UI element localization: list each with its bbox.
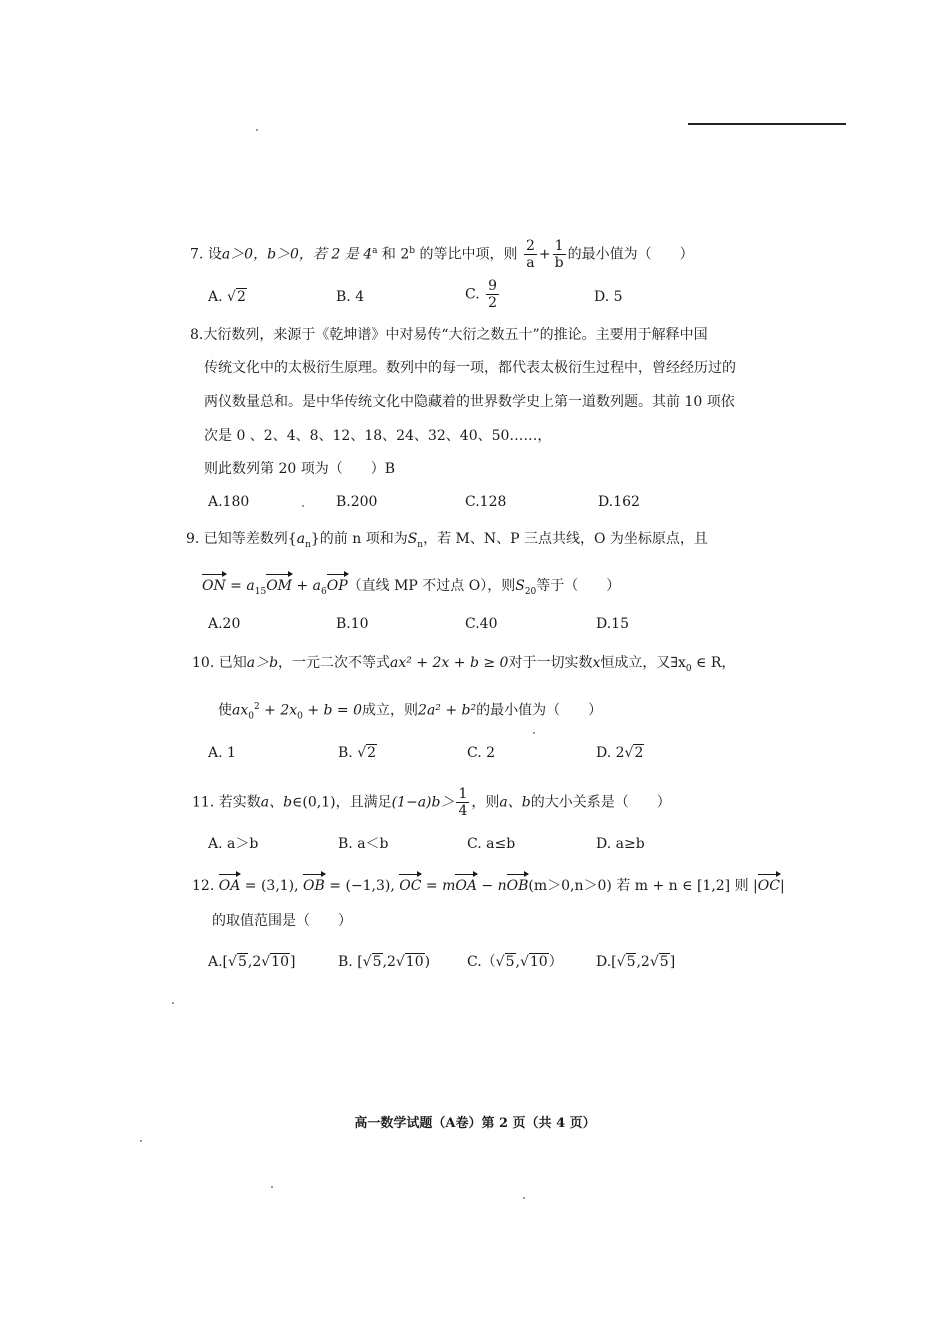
q10-line-1 (192, 653, 735, 679)
q10-opt-d-radicand: 2 (634, 745, 644, 761)
q7-fraction-2 (553, 238, 566, 271)
q12-opt-a-post: ] (289, 954, 296, 970)
q8-line-5: 则此数列第 20 项为（ ）B (204, 461, 396, 477)
q10-cond: a＞b (246, 655, 279, 671)
q8-option-c: C.128 (465, 494, 507, 510)
q10-line-2 (218, 697, 602, 726)
q12-p5: (m＞0,n＞0) 若 m + n ∈ [1,2] 则 | (528, 878, 758, 894)
q10-option-d (596, 743, 644, 763)
scan-speck (523, 1197, 525, 1199)
q8-option-b: B.200 (336, 494, 378, 510)
q9-line-2 (202, 573, 620, 602)
q7-number: 7. (190, 246, 204, 263)
sqrt-icon: √2 (227, 289, 246, 305)
sqrt-icon: √5 (495, 954, 515, 970)
q12-opt-b-mid: ,2 (382, 954, 396, 970)
q12-opt-a-mid: ,2 (247, 954, 262, 970)
q11-ab2: a、b (499, 794, 531, 811)
scan-speck (256, 129, 258, 131)
q12-p2: = (−1,3), (324, 878, 400, 894)
q10-opt-b-label: B. (338, 745, 353, 761)
q8-line-4: 次是 0 、2、4、8、12、18、24、32、40、50……， (204, 428, 552, 444)
q10-l1c: 对于一切实数 (508, 655, 593, 671)
scan-speck (533, 732, 535, 734)
q10-option-b (338, 743, 377, 763)
q8-option-d: D.162 (598, 494, 640, 510)
q9-s: S (407, 531, 418, 547)
scan-speck (172, 1002, 174, 1004)
q7-sup-b: b (409, 245, 416, 256)
q9-seq-sub: n (305, 539, 311, 550)
q12-p3: = m (421, 878, 456, 894)
q12-opt-d-r1: 5 (626, 954, 636, 970)
vector-oa: OA (455, 873, 477, 896)
q12-num: 12. (192, 878, 215, 894)
q10-x0-sub: 0 (685, 663, 692, 674)
q7-frac1-den: a (526, 255, 535, 271)
scan-speck (140, 1140, 142, 1142)
scan-speck (271, 1186, 273, 1188)
q11-ab: a、b (260, 794, 293, 811)
q7-stem: 设 (207, 246, 222, 263)
q9-s20-sub: 20 (524, 586, 537, 597)
sqrt-icon: √5 (616, 954, 636, 970)
q12-p1: = (3,1), (240, 878, 304, 894)
q10-l2a: 使 (218, 702, 232, 719)
q7-opt-c-num: 9 (488, 278, 498, 294)
q12-opt-b-pre: B. [ (338, 954, 363, 970)
q9-s-sub: n (417, 539, 424, 550)
q9-l1b: }的前 n 项和为 (310, 531, 408, 547)
q8-line-2: 传统文化中的太极衍生原理。数列中的每一项，都代表太极衍生过程中，曾经经历过的 (204, 360, 736, 376)
q7-plus: + (538, 246, 551, 263)
sqrt-icon: √5 (649, 954, 669, 970)
q12-opt-d-pre: D.[ (596, 954, 617, 970)
vector-oc: OC (758, 873, 780, 896)
q10-opt-b-radicand: 2 (367, 745, 377, 761)
q10-x: x (592, 655, 601, 671)
q11-line-1 (192, 786, 671, 819)
q12-p6: | (779, 878, 785, 894)
q9-option-b: B.10 (336, 616, 369, 632)
q10-eq2c-sub: 0 (297, 711, 303, 722)
q12-opt-d-r2: 5 (659, 954, 669, 970)
scan-speck (302, 505, 304, 507)
question-7 (190, 238, 694, 271)
sqrt-icon: √2 (624, 745, 644, 761)
q12-opt-d-mid: ,2 (636, 954, 650, 970)
q10-ineq: ax² + 2x + b ≥ 0 (390, 655, 509, 671)
q12-opt-c-pre: C.（ (467, 954, 496, 970)
sqrt-icon: √10 (395, 954, 424, 970)
vector-om: OM (266, 573, 292, 596)
q10-opt-d-label: D. 2 (596, 745, 625, 761)
q10-l1a: 10. 已知 (192, 655, 247, 671)
q11-option-d: D. a≥b (596, 836, 645, 852)
q12-option-b (338, 952, 430, 972)
q12-opt-a-pre: A.[ (208, 954, 229, 970)
q12-opt-b-r2: 10 (405, 954, 424, 970)
q11-l1a: 11. 若实数 (192, 794, 261, 811)
q7-opt-c-frac (486, 278, 499, 311)
q7-option-b: B. 4 (336, 289, 365, 305)
q9-l1c: ，若 M、N、P 三点共线，O 为坐标原点，且 (423, 531, 708, 547)
q9-l2c: 等于（ ） (536, 578, 621, 594)
top-rule (688, 123, 846, 125)
q10-l1b: ，一元二次不等式 (278, 655, 391, 671)
q9-a6: a (312, 578, 321, 594)
q12-line-2: 的取值范围是（ ） (212, 913, 352, 929)
q12-opt-b-r1: 5 (372, 954, 382, 970)
q11-l1b: ∈(0,1)，且满足 (292, 794, 392, 811)
q7-frac2-num: 1 (553, 238, 566, 255)
q8-line-1: 8.大衍数列，来源于《乾坤谱》中对易传“大衍之数五十”的推论。主要用于解释中国 (190, 327, 708, 343)
q10-eq2-sub: 0 (248, 711, 254, 722)
q10-option-c: C. 2 (467, 745, 496, 761)
q7-cond-c: 的等比中项，则 (415, 246, 518, 263)
q11-l1c: ，则 (471, 794, 500, 811)
q12-opt-c-r1: 5 (505, 954, 515, 970)
vector-on: ON (202, 573, 226, 596)
q7-fraction-1 (524, 238, 537, 271)
q7-frac1-num: 2 (525, 238, 535, 254)
q9-a6-sub: 6 (321, 586, 327, 597)
sqrt-icon: √10 (519, 954, 548, 970)
q10-option-a: A. 1 (208, 745, 236, 761)
q12-p4: − n (476, 878, 507, 894)
vector-oa: OA (219, 873, 241, 896)
q10-eq2b: + 2x (259, 702, 298, 719)
q10-l1e: ∈ R， (691, 655, 736, 671)
q10-eq2-sup: 2 (253, 702, 260, 712)
q12-opt-a-r1: 5 (237, 954, 247, 970)
q12-option-c (467, 952, 563, 972)
q8-line-3: 两仪数量总和。是中华传统文化中隐藏着的世界数学史上第一道数列题。其前 10 项依 (204, 394, 735, 410)
q12-opt-c-post: ） (548, 954, 563, 970)
q9-l2b: （直线 MP 不过点 O），则 (347, 578, 516, 594)
q7-frac2-den: b (554, 255, 564, 271)
q10-l2b: 成立，则 (362, 702, 419, 719)
q12-line-1 (192, 873, 785, 896)
q7-option-c (465, 278, 501, 311)
q11-ineq: (1−a)b＞ (391, 794, 455, 811)
q7-sup-a: a (372, 245, 378, 256)
q7-opt-a-radicand: 2 (236, 289, 246, 305)
q7-cond: a＞0，b＞0，若 2 是 4 (221, 246, 373, 263)
q12-option-d (596, 952, 675, 972)
q11-frac-den: 4 (458, 803, 468, 819)
q10-l1d: 恒成立，又∃x (600, 655, 686, 671)
q12-option-a (208, 952, 295, 972)
q7-option-a (208, 287, 247, 307)
q9-l1a: 9. 已知等差数列{ (186, 531, 297, 547)
q10-eq2d: + b = 0 (302, 702, 363, 719)
vector-ob: OB (303, 873, 325, 896)
sqrt-icon: √5 (362, 954, 382, 970)
sqrt-icon: √5 (228, 954, 247, 970)
q7-cond-b: 和 2 (377, 246, 410, 263)
q11-frac (456, 786, 469, 819)
q11-l1d: 的大小关系是（ ） (530, 794, 671, 811)
q11-option-c: C. a≤b (467, 836, 516, 852)
q7-option-d: D. 5 (594, 289, 623, 305)
q12-opt-a-r2: 10 (271, 954, 289, 970)
q9-a15-sub: 15 (254, 586, 267, 597)
q12-opt-c-mid: , (515, 954, 520, 970)
q9-option-a: A.20 (208, 616, 241, 632)
vector-op: OP (327, 573, 348, 596)
q7-opt-a-label: A. (208, 289, 223, 305)
vector-oc: OC (399, 873, 421, 896)
sqrt-icon: √2 (357, 745, 377, 761)
q9-s20: S (515, 578, 525, 594)
q11-option-b: B. a＜b (338, 836, 389, 852)
q11-option-a: A. a＞b (208, 836, 259, 852)
q7-opt-c-den: 2 (488, 295, 498, 311)
page-footer: 高一数学试题（A卷）第 2 页（共 4 页） (354, 1116, 596, 1131)
q8-option-a: A.180 (208, 494, 250, 510)
q7-tail: 的最小值为（ ） (567, 246, 694, 263)
q9-plus: + (292, 578, 313, 594)
q10-l2c: 的最小值为（ ） (476, 702, 603, 719)
q9-seq: a (296, 531, 306, 547)
q11-frac-num: 1 (458, 786, 468, 802)
q12-opt-d-post: ] (669, 954, 676, 970)
q10-expr: 2a² + b² (418, 702, 477, 719)
q9-line-1 (186, 529, 708, 555)
vector-ob: OB (507, 873, 529, 896)
q9-option-c: C.40 (465, 616, 498, 632)
q9-eq: = (225, 578, 247, 594)
q9-option-d: D.15 (596, 616, 629, 632)
sqrt-icon: √10 (261, 954, 289, 970)
q7-opt-c-label: C. (465, 286, 480, 303)
q9-a15: a (246, 578, 255, 594)
q10-eq2a: ax (232, 702, 249, 719)
q12-opt-c-r2: 10 (529, 954, 548, 970)
q12-opt-b-post: ) (424, 954, 431, 970)
